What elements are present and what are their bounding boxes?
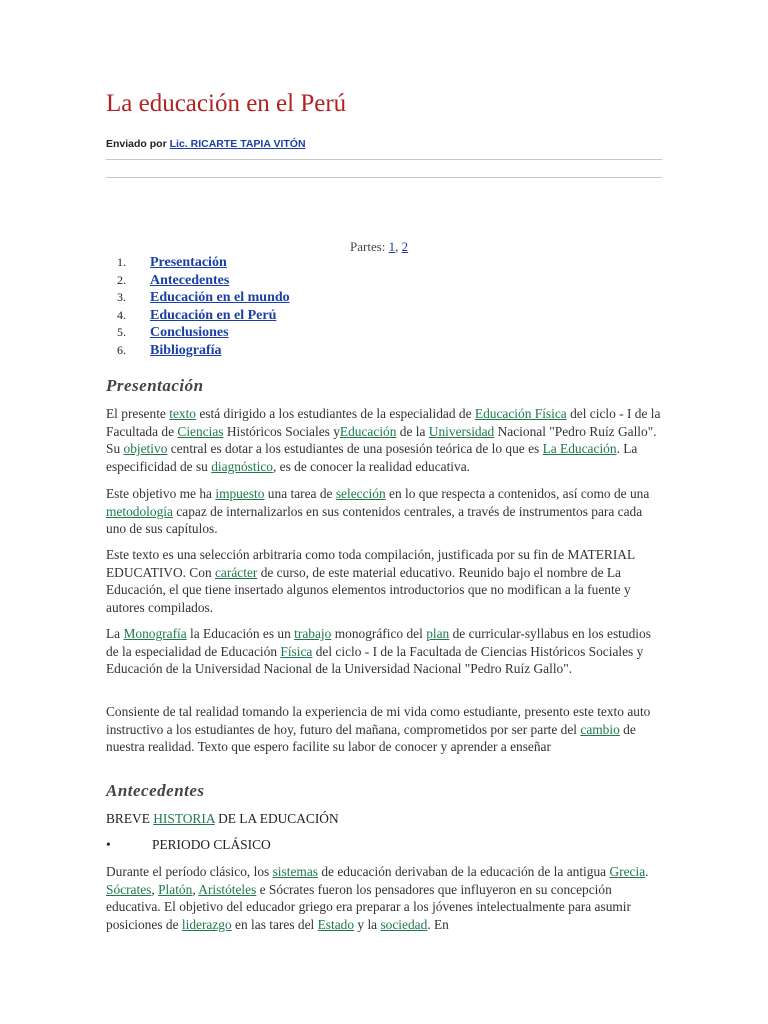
text: La xyxy=(106,626,124,641)
divider-top xyxy=(106,159,662,160)
toc-link-bibliografia[interactable]: Bibliografía xyxy=(150,342,222,358)
toc-item xyxy=(106,254,290,272)
text: de educación derivaban de la educación de la antigua xyxy=(317,864,610,879)
text: en las tares del xyxy=(231,916,318,932)
link-caracter[interactable]: carácter xyxy=(214,564,258,580)
link-objetivo[interactable]: objetivo xyxy=(123,441,168,457)
link-liderazgo[interactable]: liderazgo xyxy=(181,916,232,932)
link-diagnostico[interactable]: diagnóstico xyxy=(211,458,273,474)
link-estado[interactable]: Estado xyxy=(317,916,355,932)
text: , xyxy=(151,881,159,897)
text: monográfico del xyxy=(331,626,427,641)
text: DE LA EDUCACIÓN xyxy=(214,811,339,826)
text: del ciclo - I de la Facultada de xyxy=(106,406,661,439)
text: El presente xyxy=(106,406,170,421)
link-ciencias[interactable]: Ciencias xyxy=(177,423,224,439)
text: , xyxy=(192,881,199,897)
link-cambio[interactable]: cambio xyxy=(580,721,620,737)
text: la Educación es un xyxy=(186,626,295,641)
link-socrates[interactable]: Sócrates xyxy=(106,881,152,897)
table-of-contents xyxy=(106,254,290,360)
toc-item xyxy=(106,289,290,307)
parts-separator: , xyxy=(395,239,399,254)
part-2-link[interactable]: 2 xyxy=(401,239,409,254)
bullet-dot: • xyxy=(106,837,111,852)
text: . La especificidad de su xyxy=(106,441,638,474)
link-sociedad[interactable]: sociedad xyxy=(380,916,428,932)
toc-link-antecedentes[interactable]: Antecedentes xyxy=(150,272,230,288)
link-sistemas[interactable]: sistemas xyxy=(272,864,318,879)
toc-item xyxy=(106,272,290,290)
paragraph-5 xyxy=(106,703,662,756)
toc-number: 3. xyxy=(117,290,126,305)
text: . xyxy=(645,864,649,879)
link-la-educacion[interactable]: La Educación xyxy=(542,441,617,457)
text: Históricos Sociales y xyxy=(223,423,340,439)
section-heading-presentacion: Presentación xyxy=(106,376,204,395)
text: capaz de internalizarlos en sus contenidos centrales, a través de instrumentos para cada uno de sus capítulos. xyxy=(106,503,643,537)
text: Nacional "Pedro Ruíz Gallo". Su xyxy=(106,423,657,457)
toc-number: 6. xyxy=(117,342,126,357)
part-1-link[interactable]: 1 xyxy=(388,239,396,254)
link-historia[interactable]: HISTORIA xyxy=(153,811,215,826)
parts-label: Partes: xyxy=(350,239,386,254)
link-grecia[interactable]: Grecia xyxy=(609,864,646,879)
toc-item xyxy=(106,342,290,360)
bullet-periodo-clasico xyxy=(106,837,271,853)
text: de curso, de este material educativo. Reunido bajo el nombre de La Educación, el que tiene insertado algunos elementos introductorios que no modifican a la fuente y autores compilados. xyxy=(106,564,631,615)
text: del ciclo - I de la Facultada de Ciencias Históricos Sociales y Educación de la Universidad Nacional de la Universidad Nacional "Pedro Ruíz Gallo". xyxy=(106,643,644,677)
link-universidad[interactable]: Universidad xyxy=(428,423,495,439)
toc-number: 2. xyxy=(117,272,126,287)
link-texto[interactable]: texto xyxy=(169,406,196,421)
link-platon[interactable]: Platón xyxy=(158,881,193,897)
text: de nuestra realidad. Texto que espero facilite su labor de conocer y aprender a enseñar xyxy=(106,721,636,755)
bullet-label: PERIODO CLÁSICO xyxy=(152,837,271,852)
text: , es de conocer la realidad educativa. xyxy=(272,458,471,474)
paragraph-3 xyxy=(106,546,662,616)
toc-number: 1. xyxy=(117,255,126,269)
divider-bottom xyxy=(106,177,662,178)
text: Este texto es una selección arbitraria como toda compilación, justificada por su fin de MATERIAL EDUCATIVO. Con xyxy=(106,547,635,580)
link-impuesto[interactable]: impuesto xyxy=(215,486,265,501)
link-seleccion[interactable]: selección xyxy=(335,486,386,501)
text: está dirigido a los estudiantes de la especialidad de xyxy=(196,406,475,421)
paragraph-1 xyxy=(106,405,662,475)
toc-link-presentacion[interactable]: Presentación xyxy=(150,255,227,270)
section-heading-antecedentes: Antecedentes xyxy=(106,781,205,800)
author-link[interactable]: Lic. RICARTE TAPIA VITÓN xyxy=(169,138,306,150)
link-metodologia[interactable]: metodología xyxy=(106,503,173,519)
text: y la xyxy=(354,916,381,932)
link-plan[interactable]: plan xyxy=(426,626,450,641)
parts-nav xyxy=(350,239,408,255)
paragraph-4 xyxy=(106,625,662,678)
link-educacion[interactable]: Educación xyxy=(339,423,397,439)
text: en lo que respecta a contenidos, así como de una xyxy=(385,486,650,501)
link-fisica[interactable]: Física xyxy=(280,643,313,659)
text: Durante el período clásico, los xyxy=(106,864,273,879)
text: BREVE xyxy=(106,811,154,826)
link-trabajo[interactable]: trabajo xyxy=(294,626,332,641)
byline xyxy=(106,138,306,150)
toc-link-educacion-mundo[interactable]: Educación en el mundo xyxy=(150,290,290,306)
paragraph-2 xyxy=(106,485,662,538)
text: central es dotar a los estudiantes de una posesión teórica de lo que es xyxy=(167,441,543,457)
page-title: La educación en el Perú xyxy=(106,90,347,117)
toc-item xyxy=(106,324,290,342)
link-educacion-fisica[interactable]: Educación Física xyxy=(474,406,567,421)
toc-number: 4. xyxy=(117,307,126,322)
text: Consiente de tal realidad tomando la experiencia de mi vida como estudiante, presento este texto auto instructivo a los estudiantes de hoy, futuro del mañana, comprometidos por ser parte del xyxy=(106,704,651,737)
byline-prefix: Enviado por xyxy=(106,138,167,150)
text: una tarea de xyxy=(264,486,336,501)
toc-link-educacion-peru[interactable]: Educación en el Perú xyxy=(150,307,277,323)
text: . En xyxy=(427,916,449,932)
toc-link-conclusiones[interactable]: Conclusiones xyxy=(150,325,229,341)
text: Este objetivo me ha xyxy=(106,486,216,501)
toc-item xyxy=(106,307,290,325)
toc-number: 5. xyxy=(117,325,126,340)
subheading-breve-historia xyxy=(106,811,339,827)
link-aristoteles[interactable]: Aristóteles xyxy=(198,881,257,897)
link-monografia[interactable]: Monografía xyxy=(123,626,187,641)
text: de curricular-syllabus en los estudios de la especialidad de Educación xyxy=(106,626,651,659)
text: e Sócrates fueron los pensadores que influyeron en su concepción educativa. El objetivo del educador griego era preparar a los jóvenes intelectualmente para asumir posiciones de xyxy=(106,881,631,932)
text: de la xyxy=(396,423,429,439)
paragraph-6 xyxy=(106,863,662,933)
